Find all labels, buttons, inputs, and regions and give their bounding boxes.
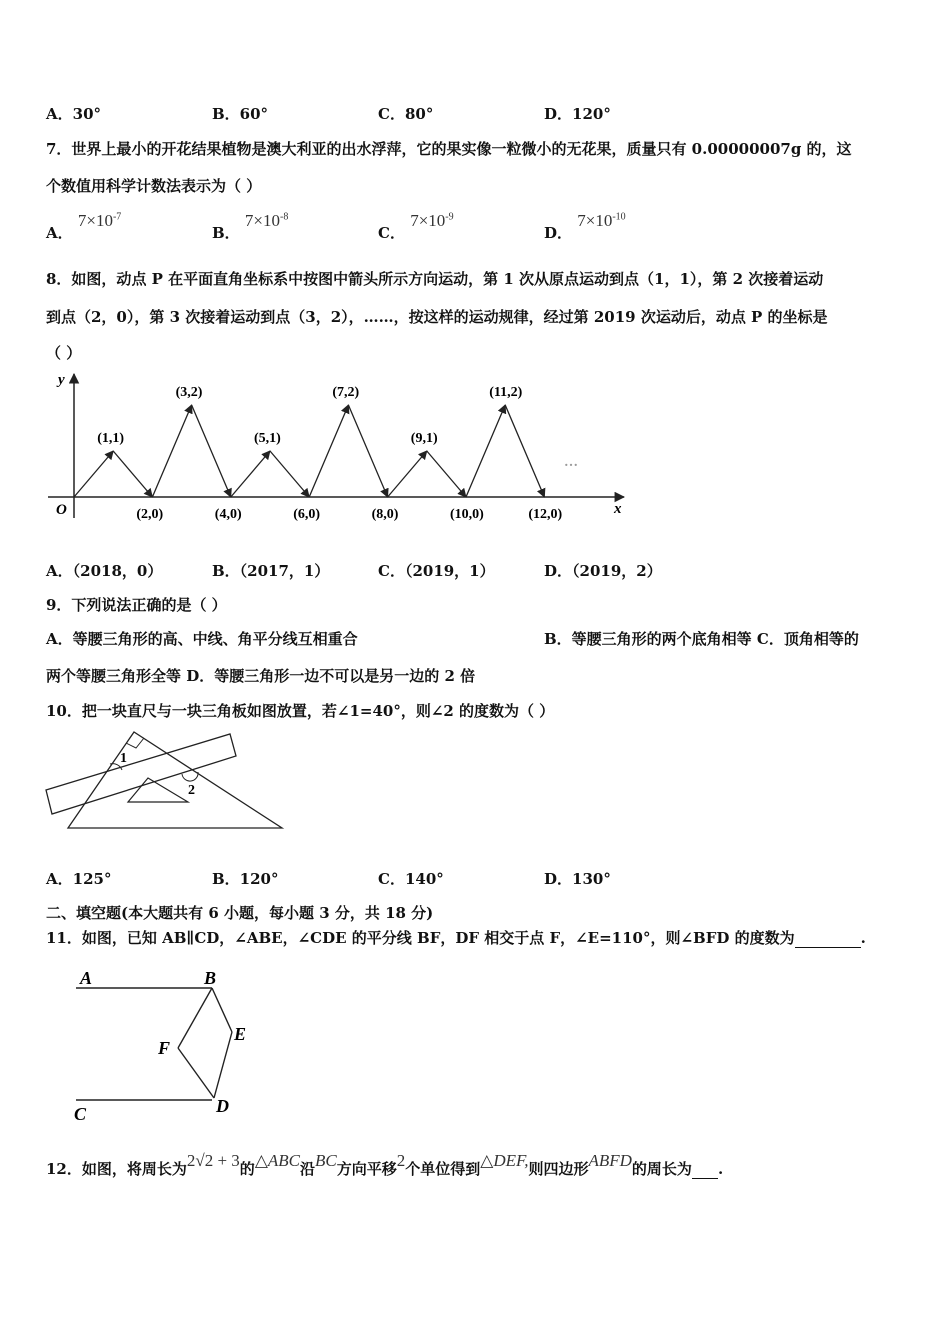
q9-option-b-c: B．等腰三角形的两个底角相等 C．顶角相等的: [544, 630, 859, 648]
q8-move-segment-12: [505, 405, 544, 497]
q9-option-c-d: 两个等腰三角形全等 D．等腰三角形一边不可以是另一边的 2 倍: [46, 667, 476, 685]
q8-figure: [44, 368, 634, 528]
q8-point-label-12: (12,0): [528, 507, 563, 522]
q8-ellipsis: …: [564, 455, 578, 470]
q8-move-segment-2: [113, 451, 152, 497]
q7-option-c-value: $7\times 10^{-9}$: [410, 211, 454, 230]
q8-option-c: C．（2019，1）: [378, 562, 495, 580]
q8-move-segment-7: [309, 405, 348, 497]
q11-label-f: F: [158, 1038, 171, 1058]
q8-move-segment-4: [192, 405, 231, 497]
q8-move-segment-6: [270, 451, 309, 497]
q8-option-d: D．（2019，2）: [544, 562, 662, 580]
q8-point-label-6: (6,0): [293, 507, 321, 522]
q10-triangle-outer: [68, 732, 282, 828]
q6-option-b: B．60°: [212, 105, 269, 123]
q8-option-a: A．（2018，0）: [46, 562, 163, 580]
q12-triangle-def: △DEF,: [480, 1151, 529, 1170]
q8-move-segment-9: [388, 451, 427, 497]
q11-segment-fd: [178, 1048, 214, 1098]
q8-origin-label: O: [56, 502, 67, 518]
q8-point-label-3: (3,2): [175, 385, 203, 400]
q11-label-c: C: [74, 1104, 87, 1122]
q12-perimeter: 2√2 + 3: [186, 1151, 240, 1170]
q6-option-a: A．30°: [46, 105, 102, 123]
q12-answer-blank[interactable]: [692, 1160, 718, 1179]
q8-point-label-7: (7,2): [332, 385, 360, 400]
q8-move-segment-3: [152, 405, 191, 497]
q8-y-label: y: [58, 372, 65, 388]
q12-distance: 2: [396, 1151, 406, 1170]
q10-angle2-arc: [182, 772, 198, 781]
q8-stem-line1: 8．如图，动点 P 在平面直角坐标系中按图中箭头所示方向运动，第 1 次从原点运动到点（1，1），第 2 次接着运动: [46, 270, 824, 288]
q7-option-d: D． $7\times 10^{-10}$: [544, 211, 626, 242]
q12-quadrilateral: ABFD: [588, 1151, 632, 1170]
q11-figure: [66, 962, 266, 1122]
q11-label-a: A: [80, 968, 93, 988]
q10-option-d: D．130°: [544, 870, 611, 888]
q11-label-e: E: [234, 1024, 247, 1044]
q7-stem-line2: 个数值用科学计数法表示为（ ）: [46, 177, 262, 195]
q12-stem: 12．如图，将周长为2√2 + 3的△ABC沿BC方向平移2个单位得到△DEF,则四边形ABFD的周长为 .: [46, 1151, 724, 1178]
q11-segment-bf: [178, 988, 212, 1048]
q10-triangle-inner: [128, 778, 188, 802]
q8-point-label-2: (2,0): [136, 507, 164, 522]
q8-x-label: x: [614, 501, 622, 517]
q8-point-label-4: (4,0): [214, 507, 242, 522]
q8-move-segment-5: [231, 451, 270, 497]
q7-option-c: C． $7\times 10^{-9}$: [378, 211, 454, 242]
q8-point-label-10: (10,0): [450, 507, 484, 522]
q8-stem-line3: （ ）: [46, 344, 82, 362]
q8-move-segment-10: [427, 451, 466, 497]
q10-figure: [40, 726, 290, 836]
q11-stem: 11．如图，已知 AB∥CD，∠ABE，∠CDE 的平分线 BF，DF 相交于点 F，∠E=110°，则∠BFD 的度数为 .: [46, 929, 866, 947]
q7-option-a-value: $7\times 10^{-7}$: [77, 211, 122, 230]
q12-triangle-abc: △ABC: [254, 1151, 300, 1170]
q9-stem: 9．下列说法正确的是（ ）: [46, 596, 227, 614]
section2-title: 二、填空题(本大题共有 6 小题，每小题 3 分，共 18 分): [46, 904, 434, 922]
q8-point-label-9: (9,1): [410, 431, 438, 446]
q10-option-b: B．120°: [212, 870, 279, 888]
q8-move-segment-1: [74, 451, 113, 497]
q10-option-a: A．125°: [46, 870, 112, 888]
q7-option-d-value: $7\times 10^{-10}$: [577, 211, 626, 230]
q8-stem-line2: 到点（2，0），第 3 次接着运动到点（3，2），……，按这样的运动规律，经过第 2019 次运动后，动点 P 的坐标是: [46, 308, 828, 326]
q8-point-label-8: (8,0): [371, 507, 399, 522]
q7-option-b: B． $7\times 10^{-8}$: [212, 211, 289, 242]
q10-angle1-label: 1: [120, 751, 127, 766]
q8-move-segment-8: [348, 405, 387, 497]
q7-stem-line1: 7．世界上最小的开花结果植物是澳大利亚的出水浮萍，它的果实像一粒微小的无花果，质量只有 0.00000007g 的，这: [46, 140, 852, 158]
q11-segment-ed: [214, 1032, 232, 1098]
q6-option-d: D．120°: [544, 105, 611, 123]
q10-stem: 10．把一块直尺与一块三角板如图放置，若∠1=40°，则∠2 的度数为（ ）: [46, 702, 555, 720]
q8-move-segment-11: [466, 405, 505, 497]
q7-option-a: A． $7\times 10^{-7}$: [46, 211, 122, 242]
q8-point-label-1: (1,1): [97, 431, 125, 446]
q11-label-b: B: [204, 968, 217, 988]
q10-option-c: C．140°: [378, 870, 444, 888]
q8-point-label-11: (11,2): [489, 385, 523, 400]
q11-label-d: D: [216, 1096, 229, 1116]
q11-segment-be: [212, 988, 232, 1032]
q8-option-b: B．（2017，1）: [212, 562, 330, 580]
q11-answer-blank[interactable]: [795, 929, 861, 948]
q7-option-b-value: $7\times 10^{-8}$: [244, 211, 289, 230]
q9-option-a: A．等腰三角形的高、中线、角平分线互相重合: [46, 630, 358, 648]
q12-direction-bc: BC: [315, 1151, 337, 1170]
q6-option-c: C．80°: [378, 105, 434, 123]
q10-angle2-label: 2: [188, 783, 195, 798]
q8-point-label-5: (5,1): [254, 431, 281, 446]
